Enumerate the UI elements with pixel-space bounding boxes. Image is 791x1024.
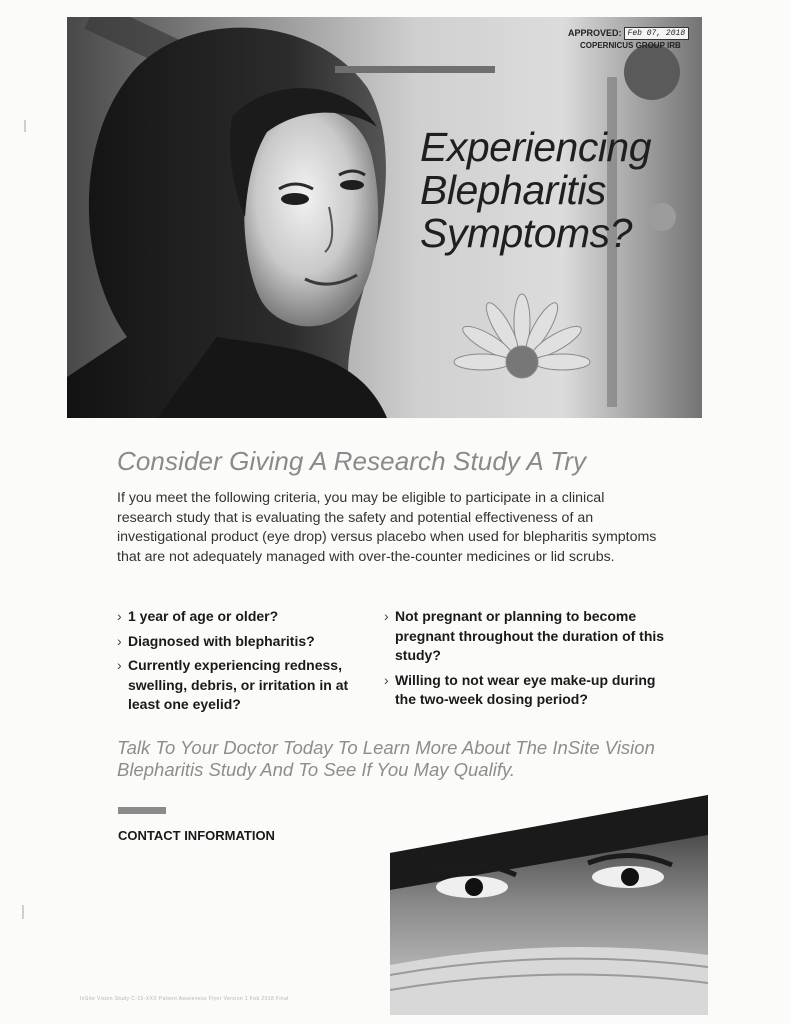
footer-fineprint: InSite Vision Study C-15-XXX Patient Awareness Flyer Version 1 Feb 2018 Final xyxy=(80,996,289,1002)
chevron-right-icon: › xyxy=(384,671,389,688)
criteria-right-column xyxy=(384,607,674,715)
headline-line-1: Experiencing xyxy=(420,124,652,170)
approval-date: Feb 07, 2018 xyxy=(624,27,690,40)
criteria-text: Not pregnant or planning to become pregnant throughout the duration of this study? xyxy=(395,608,665,664)
intro-paragraph: If you meet the following criteria, you may be eligible to participate in a clinical research study that is evaluating the safety and potential effectiveness of an investigational product (eye drop) versus placebo when used for blepharitis symptoms that are not adequately managed with over-the-counter medicines or lid scrubs. xyxy=(117,490,657,565)
contact-heading: CONTACT INFORMATION xyxy=(118,828,275,843)
criteria-text: 1 year of age or older? xyxy=(128,608,279,624)
hero-accent-bar xyxy=(335,66,495,73)
criteria-item xyxy=(384,607,674,666)
subheading: Consider Giving A Research Study A Try xyxy=(117,446,587,476)
chevron-right-icon: › xyxy=(117,608,122,624)
chevron-right-icon: › xyxy=(384,608,389,624)
criteria-item xyxy=(384,671,674,710)
criteria-item xyxy=(117,607,372,627)
chevron-right-icon: › xyxy=(117,657,122,674)
criteria-text: Willing to not wear eye make-up during the two-week dosing period? xyxy=(395,671,656,708)
criteria-left-column xyxy=(117,607,372,720)
man-eyes-image xyxy=(390,795,708,1015)
scan-artifact xyxy=(22,905,24,919)
scan-artifact xyxy=(24,120,26,132)
irb-approval-stamp: APPROVED : Feb 07, 2018 COPERNICUS GROUP IRB xyxy=(568,27,693,51)
approval-label: APPROVED xyxy=(568,28,619,38)
headline-line-2: Blepharitis xyxy=(420,167,606,213)
man-eyes-photo xyxy=(390,795,708,1015)
chevron-right-icon: › xyxy=(117,632,122,649)
criteria-item xyxy=(117,632,372,652)
approval-org: COPERNICUS GROUP IRB xyxy=(580,41,681,50)
call-to-action: Talk To Your Doctor Today To Learn More About The InSite Vision Blepharitis Study And To See If You May Qualify. xyxy=(117,737,655,780)
headline xyxy=(420,126,700,255)
criteria-text: Currently experiencing redness, swelling, debris, or irritation in at least one eyelid? xyxy=(128,657,349,713)
headline-line-3: Symptoms? xyxy=(420,210,632,256)
criteria-text: Diagnosed with blepharitis? xyxy=(128,632,315,649)
criteria-item xyxy=(117,656,372,715)
contact-accent-bar xyxy=(118,807,166,814)
